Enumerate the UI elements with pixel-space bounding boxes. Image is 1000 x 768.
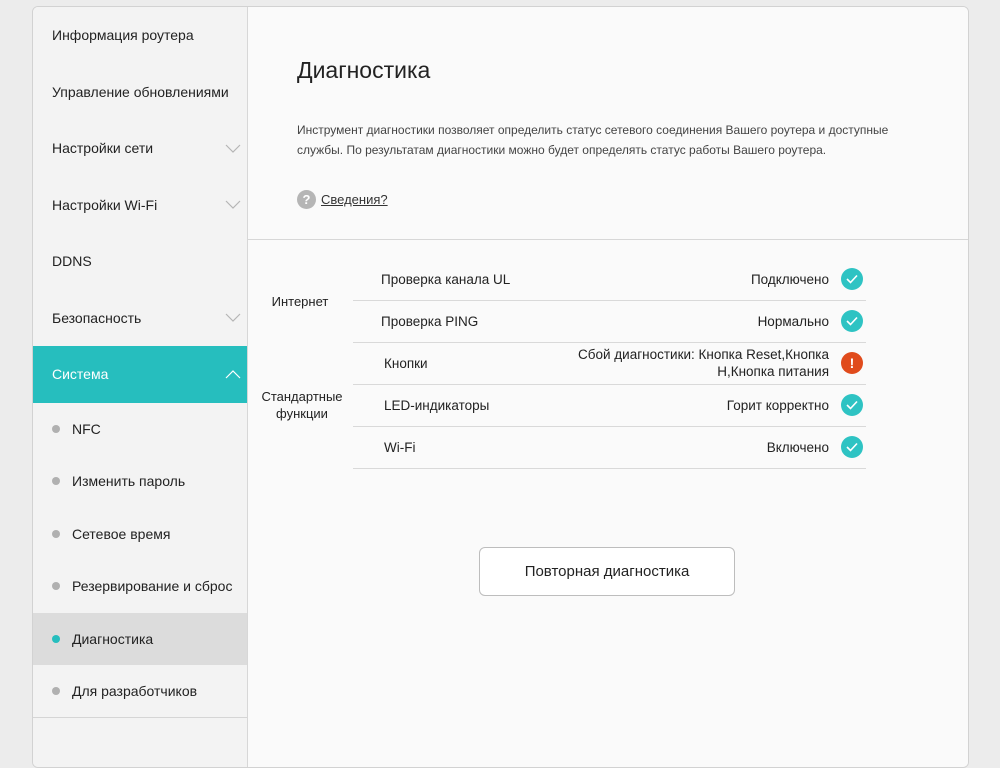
check-circle-icon xyxy=(841,436,863,458)
sidebar-item-update-management[interactable] xyxy=(33,64,247,121)
sidebar-item-label: DDNS xyxy=(52,253,92,270)
sidebar-subitem-label: NFC xyxy=(72,420,101,437)
diag-row-ul-channel xyxy=(353,259,866,301)
diag-check-name: Проверка PING xyxy=(381,313,479,329)
diag-row-buttons xyxy=(353,343,866,385)
chevron-down-icon xyxy=(225,140,241,156)
sidebar-subitem-label: Резервирование и сброс xyxy=(72,578,233,595)
sidebar-nav xyxy=(33,7,248,767)
chevron-up-icon xyxy=(225,366,241,382)
check-circle-icon xyxy=(841,268,863,290)
diag-check-name: Кнопки xyxy=(384,355,428,371)
sidebar-item-system[interactable] xyxy=(33,346,247,403)
main-content xyxy=(248,7,968,767)
sidebar-item-label: Управление обновлениями xyxy=(52,83,229,100)
section-divider xyxy=(248,239,968,240)
sidebar-item-router-info[interactable] xyxy=(33,7,247,64)
diag-check-status: Горит корректно xyxy=(726,397,829,413)
sidebar-item-label: Система xyxy=(52,366,109,383)
diag-check-name: Проверка канала UL xyxy=(381,271,511,287)
diag-row-led xyxy=(353,385,866,427)
sidebar-item-label: Настройки Wi-Fi xyxy=(52,196,158,213)
sidebar-subitem-label: Сетевое время xyxy=(72,525,171,542)
sidebar-subitem-developers[interactable] xyxy=(33,665,247,718)
bullet-dot xyxy=(52,687,60,695)
chevron-down-icon xyxy=(225,197,241,213)
sidebar-item-label: Настройки сети xyxy=(52,140,154,157)
check-circle-icon xyxy=(841,310,863,332)
retry-diagnostics-button[interactable]: Повторная диагностика xyxy=(479,547,735,596)
sidebar-item-ddns[interactable] xyxy=(33,233,247,290)
sidebar-subitem-label: Изменить пароль xyxy=(72,473,186,490)
diag-check-name: LED-индикаторы xyxy=(384,397,490,413)
sidebar-item-label: Безопасность xyxy=(52,309,142,326)
sidebar-divider xyxy=(33,717,247,718)
sidebar-item-security[interactable] xyxy=(33,290,247,347)
router-admin-frame xyxy=(32,6,969,768)
diag-check-name: Wi-Fi xyxy=(384,439,416,455)
details-help-link[interactable] xyxy=(297,190,388,209)
sidebar-subitem-network-time[interactable] xyxy=(33,508,247,561)
details-link-text: Сведения? xyxy=(321,192,388,207)
question-icon: ? xyxy=(297,190,316,209)
sidebar-item-network-settings[interactable] xyxy=(33,120,247,177)
diag-check-status: Нормально xyxy=(757,313,829,329)
chevron-down-icon xyxy=(225,310,241,326)
diag-row-wifi xyxy=(353,427,866,469)
page-description: Инструмент диагностики позволяет определить статус сетевого соединения Вашего роутера и доступные службы. По результатам диагностики можно будет определять статус работы Вашего роутера. xyxy=(297,123,889,157)
bullet-dot xyxy=(52,530,60,538)
sidebar-item-wifi-settings[interactable] xyxy=(33,177,247,234)
group-label-internet: Интернет xyxy=(271,294,329,309)
group-label-standard-functions: Стандартные функции xyxy=(261,389,343,421)
bullet-dot xyxy=(52,635,60,643)
check-circle-icon xyxy=(841,394,863,416)
bullet-dot xyxy=(52,425,60,433)
sidebar-subitem-change-password[interactable] xyxy=(33,455,247,508)
error-exclamation-icon: ! xyxy=(841,352,863,374)
bullet-dot xyxy=(52,477,60,485)
bullet-dot xyxy=(52,582,60,590)
sidebar-subitem-diagnostics[interactable] xyxy=(33,613,247,666)
diag-row-ping xyxy=(353,301,866,343)
diag-check-status: Включено xyxy=(766,439,829,455)
sidebar-subitem-label: Диагностика xyxy=(72,630,154,647)
sidebar-subitem-nfc[interactable] xyxy=(33,403,247,456)
sidebar-subitem-label: Для разработчиков xyxy=(72,683,198,700)
diag-check-status: Сбой диагностики: Кнопка Reset,Кнопка H,Кнопка питания xyxy=(578,347,829,380)
sidebar-subitem-backup-reset[interactable] xyxy=(33,560,247,613)
diag-check-status: Подключено xyxy=(750,271,829,287)
sidebar-item-label: Информация роутера xyxy=(52,27,194,44)
page-title: Диагностика xyxy=(297,57,431,83)
